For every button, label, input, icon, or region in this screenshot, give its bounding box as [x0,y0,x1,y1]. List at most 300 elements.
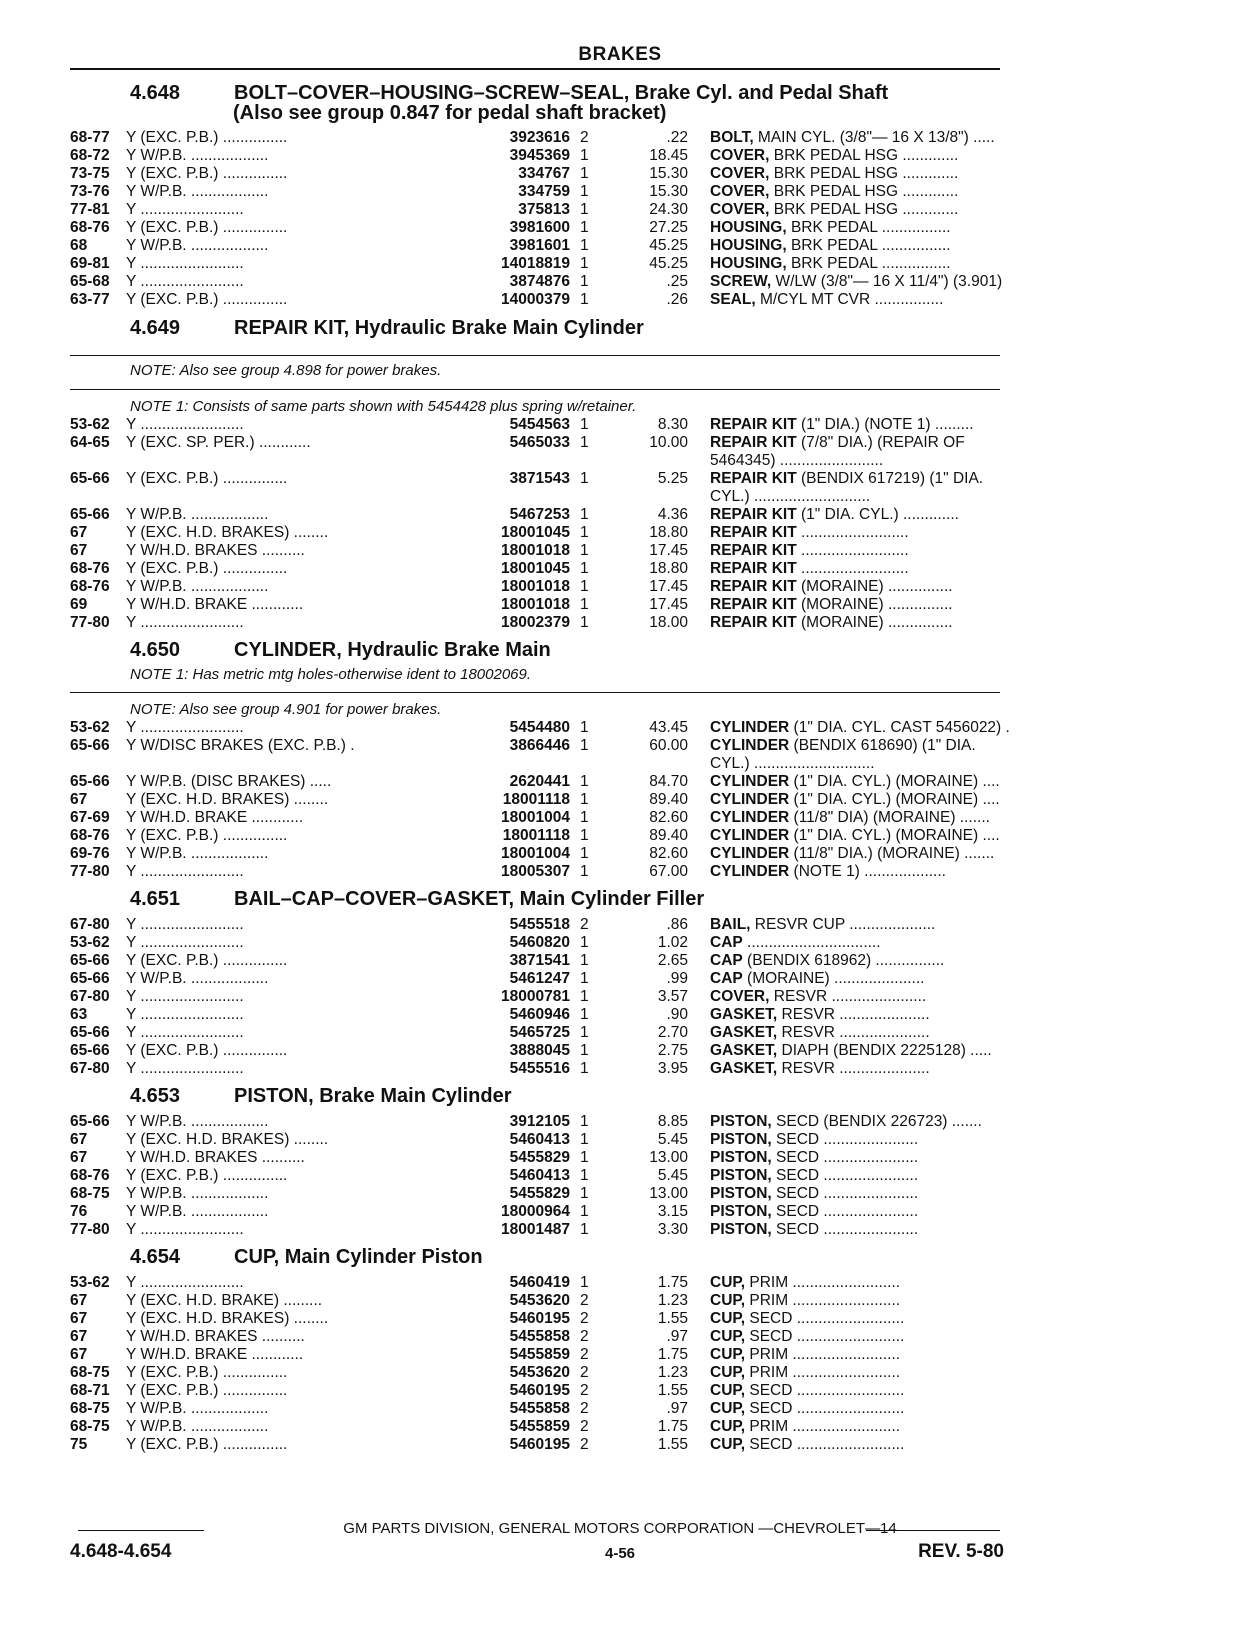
price-cell: 2.70 [657,1024,688,1041]
application-cell: Y (EXC. P.B.) ............... [126,129,288,146]
price-cell: 17.45 [649,542,688,559]
description-cell [710,1185,1015,1203]
application-cell: Y W/P.B. .................. [126,1113,269,1130]
description-cell [710,416,1015,434]
price-cell: 2.75 [657,1042,688,1059]
year-cell: 69-76 [70,845,110,862]
application-cell: Y (EXC. P.B.) ............... [126,1167,288,1184]
quantity-cell: 1 [580,809,589,826]
description-keyword: CAP [710,970,743,987]
part-number-cell: 3912105 [400,1113,570,1131]
application-cell: Y ........................ [126,1060,244,1077]
year-cell: 67 [70,1292,88,1309]
description-detail: (1" DIA. CYL.) ............. [796,506,959,523]
description-keyword: CUP, [710,1436,746,1453]
description-cell [710,596,1015,614]
quantity-cell: 1 [580,1060,589,1077]
group-number: 4.653 [130,1085,181,1107]
part-number-cell: 14018819 [400,255,570,273]
quantity-cell: 1 [580,1221,589,1238]
description-cell [710,1274,1015,1292]
part-number-cell: 18002379 [400,614,570,632]
description-detail: SECD ......................... [745,1382,905,1399]
year-cell: 68-75 [70,1418,110,1435]
application-cell: Y (EXC. P.B.) ............... [126,1364,288,1381]
part-number-cell: 5454480 [400,719,570,737]
part-number-cell: 5455859 [400,1346,570,1364]
description-cell [710,470,1015,488]
part-number-cell: 18001004 [400,809,570,827]
price-cell: 67.00 [649,863,688,880]
table-row [70,1131,1010,1149]
description-keyword: PISTON, [710,1113,772,1130]
quantity-cell: 2 [580,1292,589,1309]
table-row [70,1185,1010,1203]
price-cell: 5.45 [657,1131,688,1148]
quantity-cell: 2 [580,1436,589,1453]
description-keyword: PISTON, [710,1221,772,1238]
year-cell: 68 [70,237,88,254]
application-cell: Y (EXC. P.B.) ............... [126,165,288,182]
description-detail: SECD ...................... [771,1131,919,1148]
description-keyword: REPAIR KIT [710,614,797,631]
table-row [70,1346,1010,1364]
year-cell: 67-80 [70,916,110,933]
description-keyword: CUP, [710,1292,746,1309]
year-cell: 67 [70,524,88,541]
part-number-cell: 5465725 [400,1024,570,1042]
table-row [70,596,1010,614]
description-keyword: CYLINDER [710,809,790,826]
description-keyword: PISTON, [710,1167,772,1184]
description-keyword: REPAIR KIT [710,596,797,613]
section-rule [70,355,1000,356]
description-cell [710,614,1015,632]
section-rule [70,692,1000,693]
application-cell: Y ........................ [126,1274,244,1291]
description-cell [710,773,1015,791]
table-row [70,291,1010,309]
description-cell [710,952,1015,970]
description-detail: W/LW (3/8"— 16 X 11/4") (3.901) [771,273,1003,290]
table-row [70,1418,1010,1436]
description-continuation: CYL.) ........................... [710,488,871,505]
quantity-cell: 2 [580,1328,589,1345]
part-number-cell: 3923616 [400,129,570,147]
price-cell: 89.40 [649,791,688,808]
application-cell: Y W/H.D. BRAKE ............ [126,596,304,613]
description-detail: BRK PEDAL HSG ............. [769,183,959,200]
description-keyword: GASKET, [710,1060,778,1077]
description-detail: PRIM ......................... [745,1292,901,1309]
description-keyword: REPAIR KIT [710,434,797,451]
description-continuation: CYL.) ............................ [710,755,875,772]
year-cell: 63-77 [70,291,110,308]
description-keyword: SEAL, [710,291,756,308]
description-keyword: REPAIR KIT [710,560,797,577]
price-cell: 89.40 [649,827,688,844]
quantity-cell: 1 [580,524,589,541]
quantity-cell: 1 [580,1149,589,1166]
description-cell [710,1310,1015,1328]
part-number-cell: 5453620 [400,1292,570,1310]
description-keyword: CUP, [710,1418,746,1435]
description-detail: RESVR CUP .................... [750,916,936,933]
quantity-cell: 1 [580,791,589,808]
footer-revision: REV. 5-80 [918,1541,1004,1562]
part-number-cell: 334759 [400,183,570,201]
quantity-cell: 1 [580,1203,589,1220]
application-cell: Y W/P.B. .................. [126,1418,269,1435]
description-cell [710,791,1015,809]
price-cell: .25 [666,273,688,290]
application-cell: Y ........................ [126,273,244,290]
description-detail: SECD ...................... [771,1167,919,1184]
quantity-cell: 1 [580,1185,589,1202]
year-cell: 77-80 [70,614,110,631]
description-cell [710,1382,1015,1400]
application-cell: Y (EXC. P.B.) ............... [126,560,288,577]
part-number-cell: 18001018 [400,596,570,614]
description-cell [710,1024,1015,1042]
quantity-cell: 1 [580,719,589,736]
table-row [70,1149,1010,1167]
quantity-cell: 1 [580,434,589,451]
table-row [70,614,1010,632]
description-detail: SECD ......................... [745,1328,905,1345]
year-cell: 65-66 [70,1113,110,1130]
quantity-cell: 1 [580,219,589,236]
description-cell [710,524,1015,542]
description-detail: (BENDIX 617219) (1" DIA. [796,470,984,487]
description-cell [710,1006,1015,1024]
year-cell: 68-75 [70,1364,110,1381]
description-detail: (MORAINE) ............... [796,578,953,595]
description-keyword: PISTON, [710,1131,772,1148]
year-cell: 67-80 [70,988,110,1005]
price-cell: 1.75 [657,1346,688,1363]
price-cell: .90 [666,1006,688,1023]
application-cell: Y W/P.B. .................. [126,1185,269,1202]
quantity-cell: 1 [580,201,589,218]
year-cell: 67 [70,1310,88,1327]
part-number-cell: 3871543 [400,470,570,488]
application-cell: Y ........................ [126,1006,244,1023]
description-cell [710,845,1015,863]
note: NOTE: Also see group 4.901 for power brakes. [130,701,442,718]
description-cell [710,916,1015,934]
year-cell: 76 [70,1203,88,1220]
description-keyword: CUP, [710,1364,746,1381]
part-number-cell: 3888045 [400,1042,570,1060]
table-row [70,1024,1010,1042]
price-cell: 3.95 [657,1060,688,1077]
description-cell [710,1167,1015,1185]
price-cell: 45.25 [649,255,688,272]
quantity-cell: 2 [580,916,589,933]
part-number-cell: 18001487 [400,1221,570,1239]
part-number-cell: 5460820 [400,934,570,952]
description-detail: SECD ......................... [745,1310,905,1327]
application-cell: Y (EXC. P.B.) ............... [126,291,288,308]
application-cell: Y ........................ [126,1024,244,1041]
description-detail: (1" DIA. CYL. CAST 5456022) . [789,719,1010,736]
note: NOTE 1: Consists of same parts shown with 5454428 plus spring w/retainer. [130,398,637,415]
year-cell: 69-81 [70,255,110,272]
application-cell: Y W/P.B. (DISC BRAKES) ..... [126,773,332,790]
table-row [70,1113,1010,1131]
quantity-cell: 2 [580,1400,589,1417]
application-cell: Y (EXC. H.D. BRAKES) ........ [126,1131,329,1148]
description-detail: (1" DIA.) (NOTE 1) ......... [796,416,974,433]
part-number-cell: 18001118 [400,827,570,845]
part-number-cell: 14000379 [400,291,570,309]
quantity-cell: 1 [580,952,589,969]
part-number-cell: 5460195 [400,1436,570,1454]
price-cell: 4.36 [657,506,688,523]
description-keyword: CUP, [710,1274,746,1291]
description-keyword: PISTON, [710,1149,772,1166]
part-number-cell: 2620441 [400,773,570,791]
quantity-cell: 1 [580,1167,589,1184]
group-heading [130,639,551,662]
price-cell: 5.25 [657,470,688,487]
description-cell [710,1292,1015,1310]
description-keyword: REPAIR KIT [710,542,797,559]
part-number-cell: 334767 [400,165,570,183]
part-number-cell: 5467253 [400,506,570,524]
description-detail: PRIM ......................... [745,1346,901,1363]
description-detail: ......................... [796,542,909,559]
description-cell [710,147,1015,165]
price-cell: 5.45 [657,1167,688,1184]
description-detail: SECD ...................... [771,1203,919,1220]
description-detail: (BENDIX 618962) ................ [742,952,945,969]
price-cell: 1.02 [657,934,688,951]
price-cell: 43.45 [649,719,688,736]
quantity-cell: 1 [580,863,589,880]
description-keyword: PISTON, [710,1185,772,1202]
price-cell: .86 [666,916,688,933]
footer-page-number: 4-56 [604,1545,636,1562]
group-title: CYLINDER, Hydraulic Brake Main [234,639,551,661]
quantity-cell: 1 [580,1024,589,1041]
year-cell: 73-75 [70,165,110,182]
description-cell [710,578,1015,596]
year-cell: 53-62 [70,416,110,433]
description-cell [710,183,1015,201]
description-detail: (MORAINE) ............... [796,596,953,613]
table-row [70,273,1010,291]
year-cell: 77-80 [70,863,110,880]
description-cell [710,273,1015,291]
group-number: 4.648 [130,82,181,104]
group-number: 4.649 [130,317,181,339]
table-row [70,737,1010,755]
price-cell: 13.00 [649,1149,688,1166]
description-keyword: CYLINDER [710,791,790,808]
table-row [70,863,1010,881]
description-cell [710,737,1015,755]
part-number-cell: 18005307 [400,863,570,881]
part-number-cell: 5455829 [400,1149,570,1167]
group-title: PISTON, Brake Main Cylinder [234,1085,512,1107]
table-row [70,560,1010,578]
description-cell [710,542,1015,560]
description-detail: RESVR ..................... [777,1024,930,1041]
description-detail: BRK PEDAL ................ [786,219,951,236]
quantity-cell: 2 [580,1364,589,1381]
quantity-cell: 1 [580,165,589,182]
table-row [70,434,1010,452]
group-subtitle: (Also see group 0.847 for pedal shaft bracket) [233,102,667,124]
part-number-cell: 5454563 [400,416,570,434]
application-cell: Y (EXC. H.D. BRAKES) ........ [126,791,329,808]
description-detail: BRK PEDAL HSG ............. [769,165,959,182]
quantity-cell: 1 [580,1274,589,1291]
price-cell: .97 [666,1400,688,1417]
price-cell: .22 [666,129,688,146]
price-cell: 82.60 [649,809,688,826]
description-keyword: CYLINDER [710,863,790,880]
part-number-cell: 3871541 [400,952,570,970]
description-cell [710,1113,1015,1131]
group-heading [130,1085,512,1108]
table-row [70,237,1010,255]
table-row [70,1274,1010,1292]
year-cell: 75 [70,1436,88,1453]
quantity-cell: 1 [580,773,589,790]
price-cell: 1.23 [657,1292,688,1309]
description-detail: (BENDIX 618690) (1" DIA. [789,737,976,754]
table-row [70,1006,1010,1024]
quantity-cell: 1 [580,1042,589,1059]
group-title: CUP, Main Cylinder Piston [234,1246,483,1268]
description-keyword: PISTON, [710,1203,772,1220]
year-cell: 65-66 [70,970,110,987]
year-cell: 68-76 [70,219,110,236]
part-number-cell: 18001045 [400,524,570,542]
table-row [70,1328,1010,1346]
description-cell [710,255,1015,273]
quantity-cell: 2 [580,1418,589,1435]
table-row [70,416,1010,434]
application-cell: Y (EXC. H.D. BRAKES) ........ [126,524,329,541]
table-row [70,219,1010,237]
quantity-cell: 1 [580,147,589,164]
table-row [70,845,1010,863]
application-cell: Y W/P.B. .................. [126,1400,269,1417]
price-cell: 15.30 [649,165,688,182]
application-cell: Y ........................ [126,916,244,933]
year-cell: 68-76 [70,827,110,844]
description-cell [710,1346,1015,1364]
part-number-cell: 3945369 [400,147,570,165]
description-cell [710,988,1015,1006]
year-cell: 68-76 [70,578,110,595]
application-cell: Y (EXC. SP. PER.) ............ [126,434,311,451]
price-cell: 1.55 [657,1382,688,1399]
year-cell: 68-76 [70,1167,110,1184]
description-detail: SECD ......................... [745,1400,905,1417]
group-number: 4.650 [130,639,181,661]
table-row [70,1400,1010,1418]
table-row [70,129,1010,147]
description-detail: BRK PEDAL ................ [786,255,951,272]
description-cell [710,1364,1015,1382]
table-row [70,578,1010,596]
quantity-cell: 1 [580,1113,589,1130]
application-cell: Y W/P.B. .................. [126,183,269,200]
description-cell [710,1203,1015,1221]
part-number-cell: 5460946 [400,1006,570,1024]
application-cell: Y W/H.D. BRAKE ............ [126,1346,304,1363]
year-cell: 53-62 [70,934,110,951]
quantity-cell: 1 [580,416,589,433]
year-cell: 67 [70,1131,88,1148]
price-cell: 3.57 [657,988,688,1005]
footer-group-range: 4.648-4.654 [70,1541,172,1562]
part-number-cell: 18001045 [400,560,570,578]
table-row [70,1060,1010,1078]
description-detail: ......................... [796,560,909,577]
price-cell: 24.30 [649,201,688,218]
year-cell: 65-66 [70,952,110,969]
part-number-cell: 5455516 [400,1060,570,1078]
description-keyword: CYLINDER [710,737,790,754]
year-cell: 64-65 [70,434,110,451]
part-number-cell: 5455859 [400,1418,570,1436]
application-cell: Y ........................ [126,863,244,880]
price-cell: 3.30 [657,1221,688,1238]
price-cell: 18.00 [649,614,688,631]
description-keyword: REPAIR KIT [710,578,797,595]
year-cell: 67 [70,791,88,808]
description-keyword: CYLINDER [710,845,790,862]
price-cell: 15.30 [649,183,688,200]
description-keyword: CAP [710,952,743,969]
application-cell: Y (EXC. P.B.) ............... [126,952,288,969]
page-title: BRAKES [578,44,662,65]
description-keyword: COVER, [710,988,770,1005]
quantity-cell: 1 [580,291,589,308]
description-cell [710,129,1015,147]
description-cell [710,1400,1015,1418]
application-cell: Y W/DISC BRAKES (EXC. P.B.) . [126,737,355,754]
quantity-cell: 2 [580,1346,589,1363]
description-detail: M/CYL MT CVR ................ [755,291,944,308]
year-cell: 67 [70,1346,88,1363]
description-cell [710,1221,1015,1239]
table-row [70,952,1010,970]
year-cell: 67-69 [70,809,110,826]
table-row [70,506,1010,524]
description-detail: DIAPH (BENDIX 2225128) ..... [777,1042,992,1059]
price-cell: 60.00 [649,737,688,754]
price-cell: 1.55 [657,1310,688,1327]
table-row [70,1167,1010,1185]
quantity-cell: 1 [580,934,589,951]
description-keyword: CUP, [710,1400,746,1417]
quantity-cell: 2 [580,1382,589,1399]
year-cell: 53-62 [70,1274,110,1291]
price-cell: .26 [666,291,688,308]
year-cell: 65-66 [70,470,110,487]
description-detail: (1" DIA. CYL.) (MORAINE) .... [789,773,1000,790]
price-cell: 1.23 [657,1364,688,1381]
quantity-cell: 1 [580,237,589,254]
table-row [70,542,1010,560]
